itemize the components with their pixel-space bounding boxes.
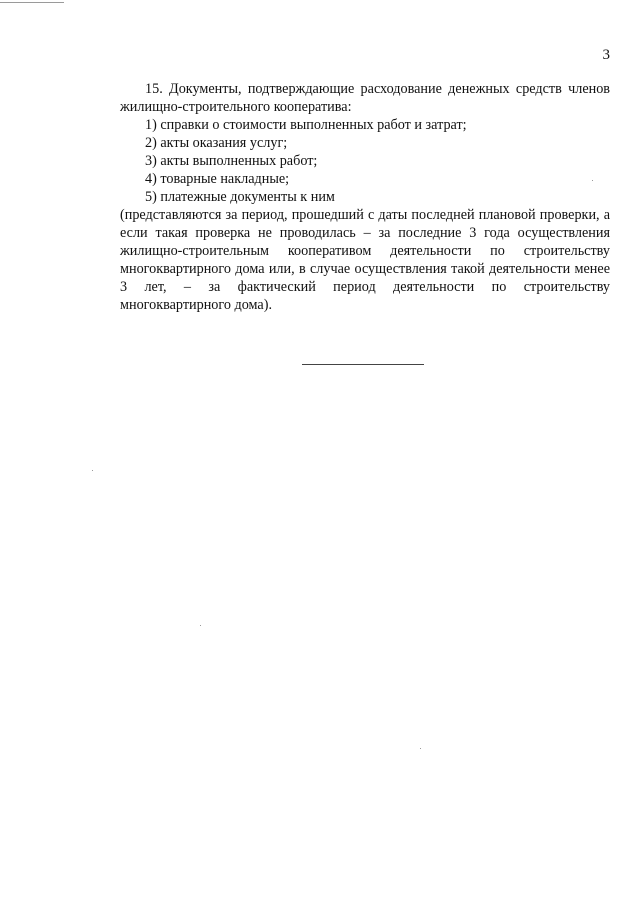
- item-15-heading: 15. Документы, подтверждающие расходование денежных средств членов жилищно-строительного кооператива:: [120, 81, 610, 115]
- period-note: (представляются за период, прошедший с даты последней плановой проверки, а если такая проверка не проводилась – за последние 3 года осуществления жилищно-строительным кооперативом деятельности по строительству многоквартирного дома или, в случае осуществления такой деятельности менее 3 лет, – за фактический период деятельности по строительству многоквартирного дома).: [120, 207, 610, 313]
- list-item: 1) справки о стоимости выполненных работ и затрат;: [145, 117, 467, 133]
- scan-speck: [92, 470, 93, 471]
- scan-speck: [592, 180, 593, 181]
- document-list: [120, 116, 610, 206]
- page-number: 3: [602, 47, 610, 63]
- list-item: 2) акты оказания услуг;: [145, 135, 288, 151]
- end-of-document-rule: [302, 364, 424, 365]
- list-item: 5) платежные документы к ним: [145, 189, 335, 205]
- scan-speck: [420, 748, 421, 749]
- document-body: [120, 80, 610, 314]
- list-item: 4) товарные накладные;: [145, 171, 290, 187]
- list-item: 3) акты выполненных работ;: [145, 153, 318, 169]
- scan-speck: [200, 625, 201, 626]
- scan-artifact: [0, 2, 64, 3]
